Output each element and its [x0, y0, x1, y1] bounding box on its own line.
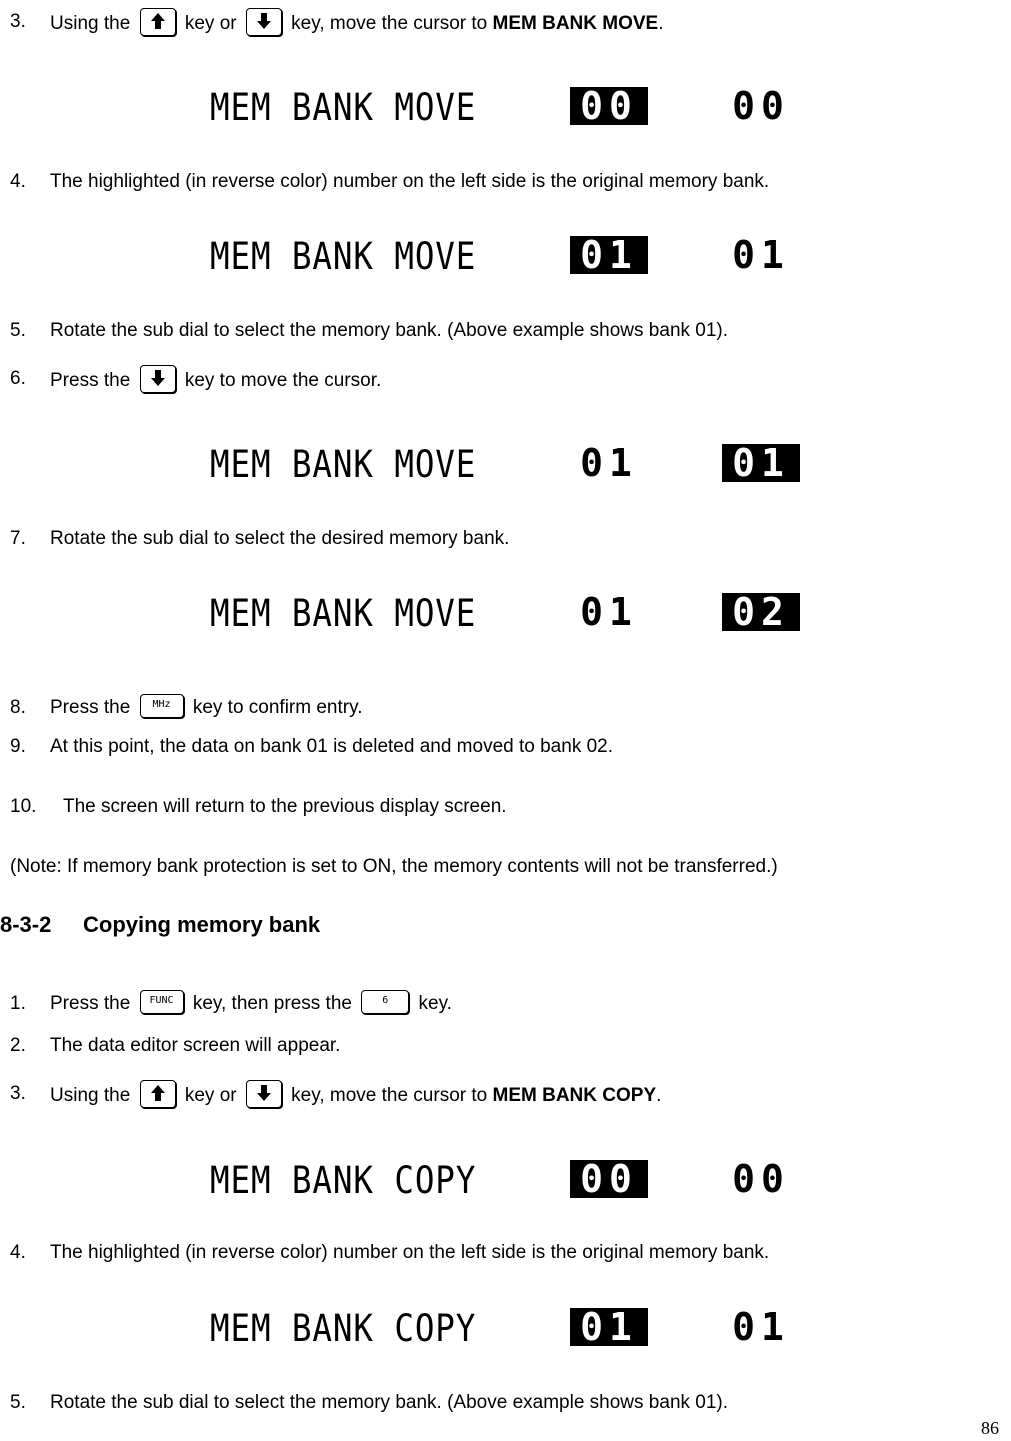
section-heading [0, 912, 321, 938]
step-text: key, then press the [192, 993, 352, 1015]
period: . [656, 1085, 662, 1107]
step-text: Using the [50, 13, 131, 35]
step-text: key, move the cursor to [291, 1085, 488, 1107]
step-number: 9. [10, 736, 26, 757]
lcd-label: MEM BANK MOVE [210, 592, 477, 635]
lcd-dest-bank: 00 [732, 1157, 790, 1201]
step-text: Rotate the sub dial to select the desired memory bank. [50, 528, 510, 549]
step-number: 2. [10, 1035, 26, 1056]
lcd-label: MEM BANK COPY [210, 1307, 477, 1350]
up-arrow-key-icon [140, 1080, 176, 1108]
lcd-display-6 [210, 1306, 810, 1352]
step-text: The screen will return to the previous display screen. [63, 796, 507, 817]
lcd-dest-bank: 01 [732, 1305, 790, 1349]
section-title: Copying memory bank [83, 912, 321, 937]
lcd-source-bank: 00 [570, 1160, 648, 1198]
lcd-source-bank: 01 [580, 590, 638, 634]
step-text: key or [184, 13, 237, 35]
lcd-dest-bank: 02 [722, 593, 800, 631]
lcd-label: MEM BANK MOVE [210, 86, 477, 129]
step-number: 8. [10, 697, 26, 718]
step-number: 10. [10, 796, 37, 817]
step-text: Press the [50, 697, 131, 719]
step-number: 4. [10, 171, 26, 192]
step-text: The highlighted (in reverse color) number on the left side is the original memory bank. [50, 171, 770, 192]
step-number: 7. [10, 528, 26, 549]
step-text: key to confirm entry. [192, 697, 363, 719]
step-text: key. [418, 993, 452, 1015]
step-text: Press the [50, 993, 131, 1015]
step-number: 5. [10, 320, 26, 341]
mhz-key-icon: MHz [140, 694, 184, 718]
six-key-icon: 6 [361, 990, 409, 1014]
lcd-display-3 [210, 442, 810, 488]
lcd-dest-bank: 01 [732, 233, 790, 277]
lcd-display-2 [210, 234, 810, 280]
note-text: (Note: If memory bank protection is set to ON, the memory contents will not be transferred.) [10, 856, 778, 877]
step-number: 3. [10, 11, 26, 32]
page-number: 86 [981, 1418, 999, 1438]
lcd-source-bank: 00 [570, 87, 648, 125]
step-text: Press the [50, 370, 131, 392]
step-text: At this point, the data on bank 01 is deleted and moved to bank 02. [50, 736, 614, 757]
lcd-label: MEM BANK MOVE [210, 235, 477, 278]
lcd-label: MEM BANK COPY [210, 1159, 477, 1202]
lcd-display-5 [210, 1158, 810, 1204]
step-text: key, move the cursor to [291, 13, 488, 35]
step-text: Rotate the sub dial to select the memory bank. (Above example shows bank 01). [50, 320, 729, 341]
down-arrow-key-icon [246, 1080, 282, 1108]
lcd-dest-bank: 00 [732, 84, 790, 128]
step-number: 4. [10, 1242, 26, 1263]
step-text: The highlighted (in reverse color) number on the left side is the original memory bank. [50, 1242, 770, 1263]
step-text: The data editor screen will appear. [50, 1035, 341, 1056]
up-arrow-key-icon [140, 8, 176, 36]
period: . [658, 13, 664, 35]
menu-target: MEM BANK COPY [492, 1085, 657, 1107]
step-text: Rotate the sub dial to select the memory bank. (Above example shows bank 01). [50, 1392, 729, 1413]
section-number: 8-3-2 [0, 912, 52, 937]
menu-target: MEM BANK MOVE [492, 13, 659, 35]
down-arrow-key-icon [246, 8, 282, 36]
step-number: 3. [10, 1083, 26, 1104]
lcd-source-bank: 01 [570, 236, 648, 274]
step-text: Using the [50, 1085, 131, 1107]
step-number: 6. [10, 368, 26, 389]
step-number: 5. [10, 1392, 26, 1413]
step-text: key or [184, 1085, 237, 1107]
down-arrow-key-icon [140, 365, 176, 393]
lcd-source-bank: 01 [580, 441, 638, 485]
lcd-dest-bank: 01 [722, 444, 800, 482]
step-text: key to move the cursor. [184, 370, 382, 392]
func-key-icon: FUNC [140, 990, 184, 1014]
lcd-source-bank: 01 [570, 1308, 648, 1346]
step-number: 1. [10, 993, 26, 1014]
lcd-label: MEM BANK MOVE [210, 443, 477, 486]
lcd-display-4 [210, 591, 810, 637]
lcd-display-1 [210, 85, 810, 131]
